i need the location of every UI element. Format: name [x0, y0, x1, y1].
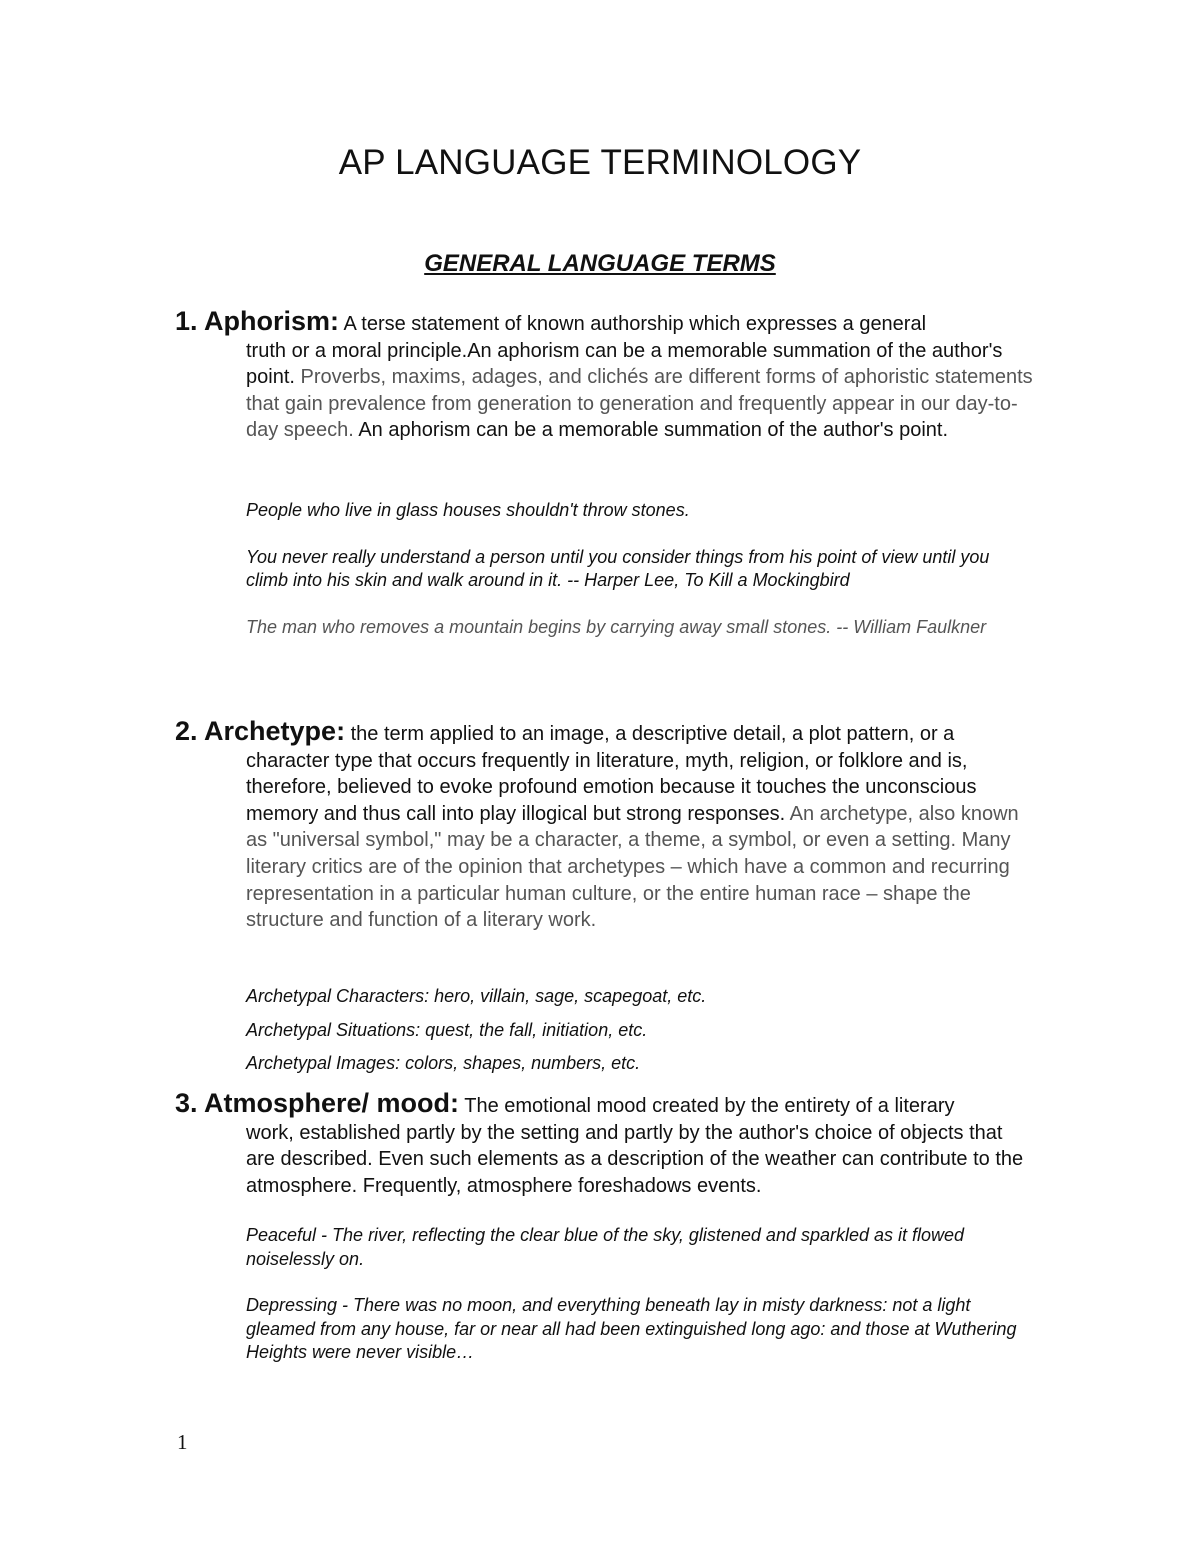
term-label: 1. Aphorism:: [175, 306, 340, 336]
term-label: 3. Atmosphere/ mood:: [175, 1088, 460, 1118]
term-definition: character type that occurs frequently in literature, myth, religion, or folklore and is, therefore, believed to evoke profound emotion because it touches the unconscious memory and thus call into play illogical but strong responses.: [246, 749, 977, 825]
term-label: 2. Archetype:: [175, 716, 346, 746]
term-definition-first-line: A terse statement of known authorship which expresses a general: [339, 313, 927, 335]
term-definition-extended: An aphorism can be a memorable summation of the author's point.: [353, 419, 948, 442]
example-quote: Peaceful - The river, reflecting the clear blue of the sky, glistened and sparkled as it flowed noiselessly on.: [246, 1225, 965, 1269]
term-definition-extended: Proverbs, maxims, adages, and clichés are different forms of aphoristic statements that gain prevalence from generation to generation and frequently appear in our day-to-day speech.: [246, 366, 1033, 442]
example-quote: The man who removes a mountain begins by carrying away small stones. -- William Faulkner: [246, 616, 987, 637]
term-atmosphere-mood: [175, 1090, 1035, 1199]
example-quote: People who live in glass houses shouldn't throw stones.: [246, 500, 690, 520]
example-item: Archetypal Characters: hero, villain, sage, scapegoat, etc.: [246, 986, 707, 1006]
atmosphere-examples: [246, 1224, 1036, 1365]
term-definition: truth or a moral principle.An aphorism can be a memorable summation of the author's point.: [246, 339, 1003, 389]
term-definition-extended: An archetype, also known as "universal symbol," may be a character, a theme, a symbol, or even a setting. Many literary critics are of the opinion that archetypes – which have a common and recurring representation in a particular human culture, or the entire human race – shape the structure and function of a literary work.: [246, 802, 1019, 932]
example-quote: You never really understand a person until you consider things from his point of view until you climb into his skin and walk around in it. -- Harper Lee, To Kill a Mockingbird: [246, 546, 990, 590]
section-heading: GENERAL LANGUAGE TERMS: [424, 250, 776, 277]
term-archetype: [175, 718, 1035, 934]
archetype-examples: [246, 985, 1036, 1076]
page-number: 1: [177, 1430, 188, 1454]
example-quote: Depressing - There was no moon, and everything beneath lay in misty darkness: not a light gleamed from any house, far or near all had been extinguished long ago: and those at Wuthering Heights were never visible…: [246, 1295, 1017, 1362]
example-item: Archetypal Images: colors, shapes, numbers, etc.: [246, 1053, 641, 1073]
term-definition: work, established partly by the setting and partly by the author's choice of objects that are described. Even such elements as a description of the weather can contribute to the atmosphere. Frequently, atmosphere foreshadows events.: [246, 1121, 1024, 1197]
term-definition-first-line: The emotional mood created by the entirety of a literary: [459, 1095, 955, 1117]
aphorism-examples: [246, 499, 1036, 639]
term-definition-first-line: the term applied to an image, a descriptive detail, a plot pattern, or a: [345, 723, 955, 745]
term-aphorism: [175, 308, 1035, 444]
example-item: Archetypal Situations: quest, the fall, initiation, etc.: [246, 1019, 648, 1040]
document-title: AP LANGUAGE TERMINOLOGY: [338, 143, 862, 182]
